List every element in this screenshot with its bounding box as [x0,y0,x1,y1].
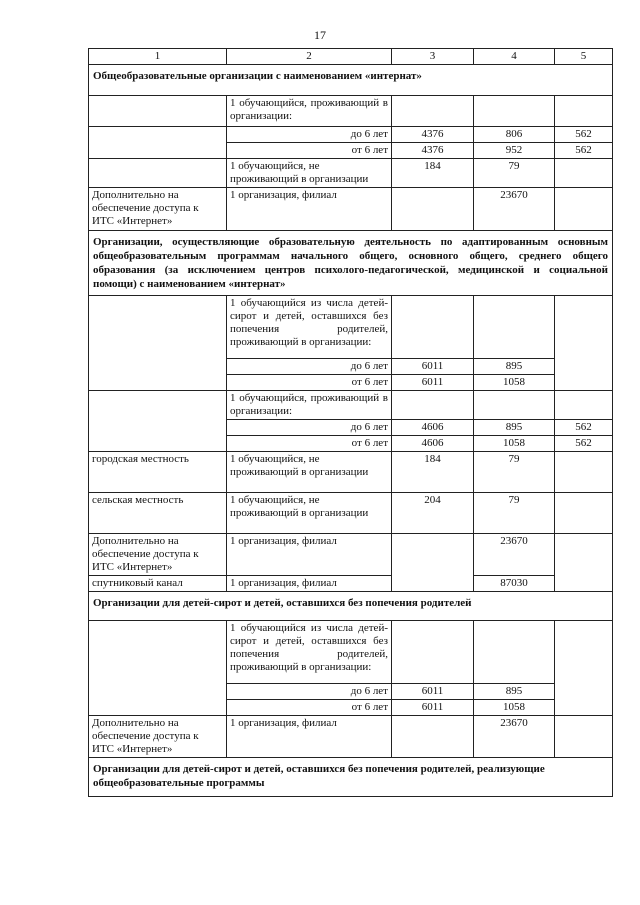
value-cell: 4376 [392,127,474,143]
extra-label: Дополнительно на обеспечение доступа к ИТС «Интернет» [89,716,227,758]
value-cell: 4606 [392,420,474,436]
extra-label: спутниковый канал [89,576,227,592]
value-cell: 79 [474,159,555,188]
table-row [89,296,613,359]
category-cell: 1 организация, филиал [227,534,392,576]
age-label: от 6 лет [227,143,392,159]
category-cell: 1 обучающийся, не проживающий в организации [227,159,392,188]
age-label: до 6 лет [227,359,392,375]
value-cell: 79 [474,493,555,534]
value-cell: 895 [474,359,555,375]
column-header: 1 [89,49,227,65]
value-cell: 1058 [474,436,555,452]
value-cell: 895 [474,420,555,436]
area-label: городская местность [89,452,227,493]
table-row [89,716,613,758]
table-row [89,452,613,493]
category-cell: 1 обучающийся из числа детей-сирот и детей, оставшихся без попечения родителей, проживающий в организации: [227,621,392,684]
age-label: до 6 лет [227,684,392,700]
table-row [89,576,613,592]
value-cell: 23670 [474,188,555,231]
category-cell: 1 обучающийся, не проживающий в организации [227,452,392,493]
column-header: 3 [392,49,474,65]
table-row [89,188,613,231]
category-cell: 1 организация, филиал [227,716,392,758]
value-cell: 184 [392,452,474,493]
age-label: до 6 лет [227,420,392,436]
section-header-row [89,758,613,797]
category-cell: 1 организация, филиал [227,576,392,592]
value-cell: 6011 [392,375,474,391]
age-label: от 6 лет [227,700,392,716]
section-header-row [89,231,613,296]
table-row [89,621,613,684]
value-cell: 806 [474,127,555,143]
area-label: сельская местность [89,493,227,534]
value-cell: 23670 [474,716,555,758]
value-cell: 23670 [474,534,555,576]
value-cell: 6011 [392,359,474,375]
column-header: 2 [227,49,392,65]
column-header: 5 [555,49,613,65]
value-cell: 895 [474,684,555,700]
value-cell: 562 [555,143,613,159]
age-label: от 6 лет [227,436,392,452]
section-title: Организации для детей-сирот и детей, оставшихся без попечения родителей, реализующие общеобразовательные программы [89,758,613,797]
table-row [89,159,613,188]
extra-label: Дополнительно на обеспечение доступа к ИТС «Интернет» [89,534,227,576]
value-cell: 4376 [392,143,474,159]
value-cell: 1058 [474,700,555,716]
extra-label: Дополнительно на обеспечение доступа к ИТС «Интернет» [89,188,227,231]
value-cell: 952 [474,143,555,159]
column-header: 4 [474,49,555,65]
section-header-row [89,65,613,96]
value-cell: 79 [474,452,555,493]
value-cell: 6011 [392,700,474,716]
section-title: Организации, осуществляющие образовательную деятельность по адаптированным основным общеобразовательным программам начального общего, основного общего, среднего общего образования (за исключением центров психолого-педагогической, медицинской и социальной помощи) с наименованием «интернат» [89,231,613,296]
section-title: Организации для детей-сирот и детей, оставшихся без попечения родителей [89,592,613,621]
age-label: от 6 лет [227,375,392,391]
category-cell: 1 обучающийся, проживающий в организации: [227,391,392,420]
value-cell: 6011 [392,684,474,700]
value-cell: 204 [392,493,474,534]
value-cell: 184 [392,159,474,188]
category-cell: 1 обучающийся из числа детей-сирот и детей, оставшихся без попечения родителей, проживающий в организации: [227,296,392,359]
table-row [89,534,613,576]
age-label: до 6 лет [227,127,392,143]
table-row [89,391,613,420]
page-number: 17 [314,28,326,42]
value-cell: 562 [555,436,613,452]
funding-norms-table [88,48,613,797]
value-cell: 562 [555,127,613,143]
column-header-row [89,49,613,65]
value-cell: 1058 [474,375,555,391]
category-cell: 1 организация, филиал [227,188,392,231]
value-cell: 87030 [474,576,555,592]
section-header-row [89,592,613,621]
value-cell: 4606 [392,436,474,452]
table-row [89,493,613,534]
category-cell: 1 обучающийся, не проживающий в организации [227,493,392,534]
category-cell: 1 обучающийся, проживающий в организации: [227,96,392,127]
value-cell: 562 [555,420,613,436]
table-row [89,127,613,143]
table-row [89,96,613,127]
section-title: Общеобразовательные организации с наименованием «интернат» [89,65,613,96]
